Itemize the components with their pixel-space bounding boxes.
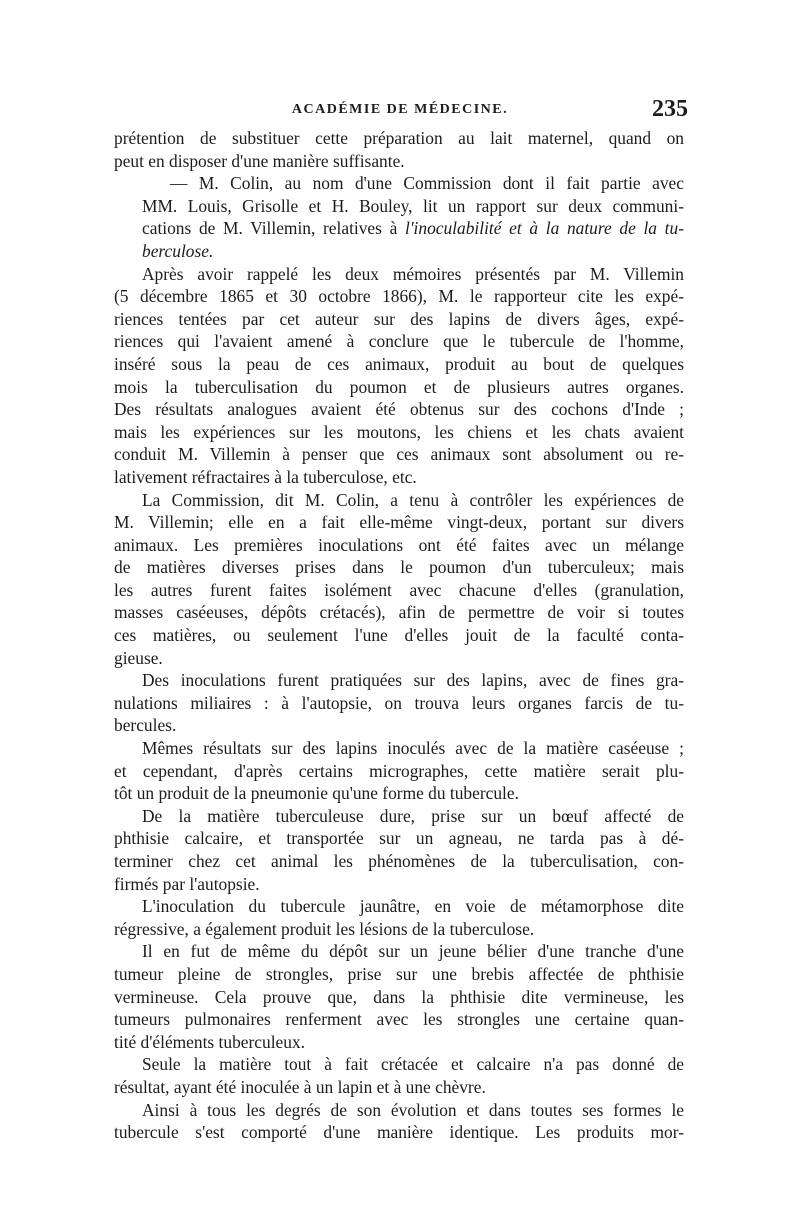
text-line: inséré sous la peau de ces animaux, produit au bout de quelques: [114, 353, 684, 374]
text-line: régressive, a également produit les lésions de la tuberculose.: [114, 918, 535, 939]
text-line: mais les expériences sur les moutons, les chiens et les chats avaient: [114, 421, 684, 442]
paragraph: [114, 172, 684, 262]
text-line: gieuse.: [114, 647, 163, 668]
text-line: animaux. Les premières inoculations ont été faites avec un mélange: [114, 534, 684, 555]
paragraph: [114, 895, 684, 940]
text-line: prétention de substituer cette préparation au lait maternel, quand on: [114, 128, 684, 148]
paragraph: [114, 489, 684, 670]
paragraph: [114, 1053, 684, 1098]
text-line: Des résultats analogues avaient été obtenus sur des cochons d'Inde ;: [114, 399, 684, 420]
text-line: Après avoir rappelé les deux mémoires présentés par M. Villemin: [142, 263, 684, 284]
text-line: De la matière tuberculeuse dure, prise sur un bœuf affecté de: [142, 805, 684, 826]
text-line: de matières diverses prises dans le poumon d'un tuberculeux; mais: [114, 557, 684, 578]
text-line: nulations miliaires : à l'autopsie, on trouva leurs organes farcis de tu-: [114, 692, 684, 713]
text-line: tumeurs pulmonaires renferment avec les strongles une certaine quan-: [114, 1009, 684, 1030]
text-line: phthisie calcaire, et transportée sur un agneau, ne tarda pas à dé-: [114, 828, 684, 849]
text-line: firmés par l'autopsie.: [114, 873, 260, 894]
page-number: 235: [652, 96, 688, 122]
text-line: Des inoculations furent pratiquées sur des lapins, avec de fines gra-: [142, 670, 684, 691]
text-line: Mêmes résultats sur des lapins inoculés avec de la matière caséeuse ;: [142, 738, 684, 759]
italic-title-end: berculose.: [142, 240, 214, 261]
text-line: lativement réfractaires à la tuberculose, etc.: [114, 466, 417, 487]
text-line: vermineuse. Cela prouve que, dans la phthisie dite vermineuse, les: [114, 986, 684, 1007]
text-line: M. Villemin; elle en a fait elle-même vingt-deux, portant sur divers: [114, 512, 684, 533]
text-line: [114, 217, 684, 240]
paragraph: [114, 263, 684, 489]
text-line: Il en fut de même du dépôt sur un jeune bélier d'une tranche d'une: [142, 941, 684, 962]
paragraph: [114, 805, 684, 895]
paragraph: [114, 737, 684, 805]
italic-title: l'inoculabilité et à la nature de la tu-: [405, 218, 684, 239]
paragraph: [114, 940, 684, 1053]
text-line: terminer chez cet animal les phénomènes de la tuberculisation, con-: [114, 851, 684, 871]
text-line: mois la tuberculisation du poumon et de plusieurs autres organes.: [114, 376, 684, 397]
text-line: — M. Colin, au nom d'une Commission dont il fait partie avec: [170, 173, 684, 194]
text-line: tité d'éléments tuberculeux.: [114, 1031, 305, 1052]
text-line: peut en disposer d'une manière suffisante.: [114, 150, 405, 171]
text-line: riences tentées par cet auteur sur des lapins de divers âges, expé-: [114, 308, 684, 329]
text-line: bercules.: [114, 715, 177, 736]
text-line: tôt un produit de la pneumonie qu'une forme du tubercule.: [114, 783, 519, 804]
text-line: tumeur pleine de strongles, prise sur une brebis affectée de phthisie: [114, 963, 684, 984]
text-line: riences qui l'avaient amené à conclure que le tubercule de l'homme,: [114, 331, 684, 352]
text-line: La Commission, dit M. Colin, a tenu à contrôler les expériences de: [142, 489, 684, 510]
text-line: tubercule s'est comporté d'une manière identique. Les produits mor-: [114, 1122, 684, 1143]
text-line: L'inoculation du tubercule jaunâtre, en voie de métamorphose dite: [142, 896, 684, 917]
text-span: cations de M. Villemin, relatives à: [142, 218, 405, 239]
text-line: Seule la matière tout à fait crétacée et calcaire n'a pas donné de: [142, 1054, 684, 1075]
text-line: masses caséeuses, dépôts crétacés), afin de permettre de voir si toutes: [114, 602, 684, 623]
page-header: [112, 96, 688, 126]
text-line: MM. Louis, Grisolle et H. Bouley, lit un rapport sur deux communi-: [142, 195, 684, 216]
paragraph: [114, 1099, 684, 1144]
paragraph: [114, 669, 684, 737]
text-line: ces matières, ou seulement l'une d'elles jouit de la faculté conta-: [114, 625, 684, 646]
body-text: [114, 127, 684, 1144]
text-line: et cependant, d'après certains micrographes, cette matière serait plu-: [114, 760, 684, 781]
text-line: conduit M. Villemin à penser que ces animaux sont absolument ou re-: [114, 444, 684, 465]
paragraph: [114, 127, 684, 172]
running-title: ACADÉMIE DE MÉDECINE.: [291, 102, 509, 117]
text-line: Ainsi à tous les degrés de son évolution et dans toutes ses formes le: [142, 1099, 684, 1120]
text-line: (5 décembre 1865 et 30 octobre 1866), M. le rapporteur cite les expé-: [114, 286, 684, 307]
text-line: les autres furent faites isolément avec chacune d'elles (granulation,: [114, 579, 684, 600]
text-line: résultat, ayant été inoculée à un lapin et à une chèvre.: [114, 1076, 486, 1097]
